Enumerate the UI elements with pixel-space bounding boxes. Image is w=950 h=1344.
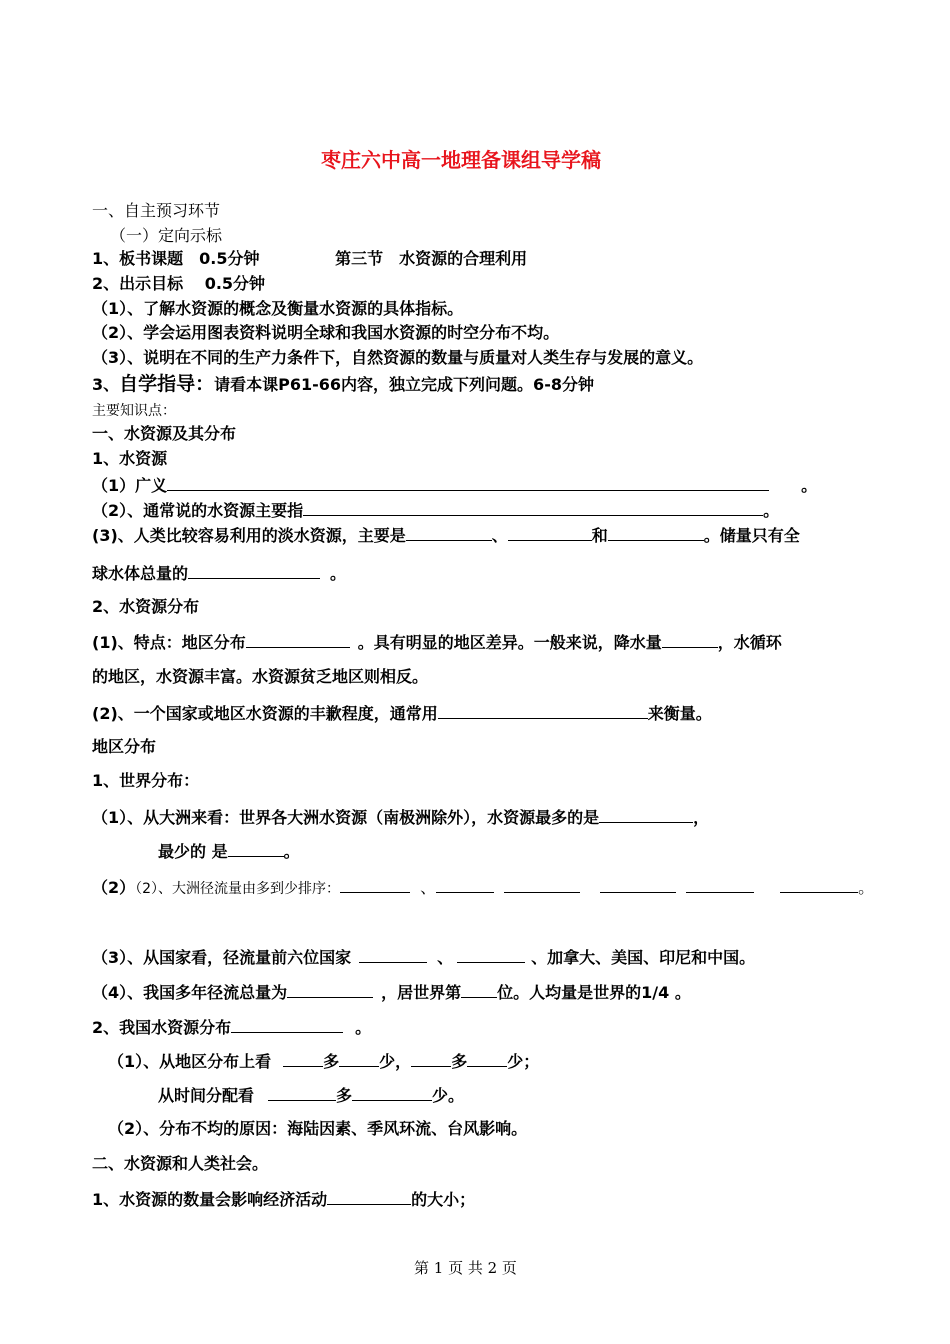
goal-2: （2）、学会运用图表资料说明全球和我国水资源的时空分布不均。 <box>92 323 560 342</box>
sep: 和 <box>591 526 608 545</box>
q-end: 。 <box>330 564 347 583</box>
word-less: 少 <box>432 1086 449 1105</box>
q-freshwater-cont <box>92 562 346 584</box>
word-more: 多 <box>323 1052 340 1071</box>
board-topic <box>92 249 527 269</box>
q-continents <box>92 806 709 828</box>
sep: 、 <box>491 526 508 545</box>
blank-line[interactable] <box>303 499 763 516</box>
blank-line[interactable] <box>686 876 754 893</box>
section-self-study: 一、自主预习环节 <box>92 201 221 220</box>
q-end: 。 <box>858 878 875 897</box>
board-topic-label: 1、板书课题 0.5分钟 <box>92 249 260 268</box>
guide-number: 3、 <box>92 375 120 394</box>
word-less: 少 <box>507 1052 524 1071</box>
q-broad-definition <box>92 474 817 496</box>
q-label: 1、水资源的数量会影响经济活动 <box>92 1190 328 1209</box>
q-china-runoff <box>92 981 691 1003</box>
q-freshwater <box>92 524 800 546</box>
q-tail: 来衡量。 <box>647 704 712 723</box>
q-continents-least <box>158 840 300 862</box>
blank-line[interactable] <box>268 1084 336 1101</box>
heading-water-resources: 一、水资源及其分布 <box>92 424 237 443</box>
blank-line[interactable] <box>438 702 648 719</box>
blank-line[interactable] <box>436 876 494 893</box>
blank-line[interactable] <box>608 524 704 541</box>
heading-water: 1、水资源 <box>92 449 168 468</box>
blank-line[interactable] <box>599 806 693 823</box>
blank-line[interactable] <box>228 840 284 857</box>
blank-line[interactable] <box>504 876 580 893</box>
q-label: 2、我国水资源分布 <box>92 1018 232 1037</box>
heading-world: 1、世界分布： <box>92 771 200 790</box>
q-label: （3）、从国家看，径流量前六位国家 <box>92 948 352 967</box>
blank-line[interactable] <box>188 562 320 579</box>
q-label: （2）、大洲径流量由多到少排序： <box>135 881 341 897</box>
show-goal: 2、出示目标 0.5分钟 <box>92 274 266 293</box>
blank-line[interactable] <box>359 946 427 963</box>
q-economy <box>92 1188 475 1210</box>
sep: 、 <box>437 948 454 967</box>
blank-line[interactable] <box>457 946 525 963</box>
blank-line[interactable] <box>406 524 492 541</box>
semicolon: ； <box>523 1052 540 1071</box>
blank-line[interactable] <box>352 1084 432 1101</box>
subsection-targets: （一）定向示标 <box>110 226 223 245</box>
q-runoff-order <box>92 876 874 899</box>
q-usual-meaning <box>92 499 779 521</box>
heading-society: 二、水资源和人类社会。 <box>92 1154 269 1173</box>
q-tail: 的大小； <box>411 1190 476 1209</box>
q-china-time <box>158 1084 464 1106</box>
page-footer: 第 1 页 共 2 页 <box>414 1259 517 1277</box>
blank-line[interactable] <box>662 631 718 648</box>
q-label-lead: （2） <box>92 878 136 897</box>
q-characteristics-cont: 的地区，水资源丰富。水资源贫乏地区则相反。 <box>92 667 429 686</box>
q-label: （1）、从地区分布上看 <box>108 1052 272 1071</box>
heading-distribution: 2、水资源分布 <box>92 597 200 616</box>
goal-1: （1）、了解水资源的概念及衡量水资源的具体指标。 <box>92 299 464 318</box>
q-label: (1)、特点：地区分布 <box>92 633 246 652</box>
guide-heading: 自学指导： <box>119 373 215 395</box>
word-more: 多 <box>336 1086 353 1105</box>
q-mid: 。具有明显的地区差异。一般来说，降水量 <box>357 633 662 652</box>
word-less: 少 <box>379 1052 396 1071</box>
blank-line[interactable] <box>283 1050 323 1067</box>
q-tail: 位。人均量是世界的1/4 。 <box>497 983 691 1002</box>
q-label: (2)、一个国家或地区水资源的丰歉程度，通常用 <box>92 704 438 723</box>
q-mid: ，居世界第 <box>381 983 462 1002</box>
q-tail: 。储量只有全 <box>703 526 800 545</box>
q-label: (3)、人类比较容易利用的淡水资源，主要是 <box>92 526 406 545</box>
period: 。 <box>448 1086 465 1105</box>
q-china-region <box>108 1050 539 1072</box>
q-uneven-cause: （2）、分布不均的原因：海陆因素、季风环流、台风影响。 <box>108 1119 528 1138</box>
comma: ， <box>395 1052 412 1071</box>
q-end: 。 <box>801 476 818 495</box>
blank-line[interactable] <box>340 876 410 893</box>
word-more: 多 <box>451 1052 468 1071</box>
blank-line[interactable] <box>467 1050 507 1067</box>
q-label: （1）广义 <box>92 476 168 495</box>
self-study-guide <box>92 374 594 395</box>
blank-line[interactable] <box>167 474 769 491</box>
q-label: 球水体总量的 <box>92 564 189 583</box>
q-end: 。 <box>355 1018 372 1037</box>
blank-line[interactable] <box>600 876 676 893</box>
q-label: （2）、通常说的水资源主要指 <box>92 501 304 520</box>
blank-line[interactable] <box>461 981 497 998</box>
q-countries <box>92 946 755 968</box>
q-end: 。 <box>763 501 780 520</box>
q-label: （4）、我国多年径流总量为 <box>92 983 288 1002</box>
blank-line[interactable] <box>780 876 858 893</box>
key-points-label: 主要知识点： <box>92 403 176 419</box>
blank-line[interactable] <box>246 631 350 648</box>
q-characteristics <box>92 631 782 653</box>
q-end: 。 <box>283 842 300 861</box>
q-label: （1）、从大洲来看：世界各大洲水资源（南极洲除外），水资源最多的是 <box>92 808 600 827</box>
sep: 、 <box>420 878 437 897</box>
heading-regional: 地区分布 <box>92 737 157 756</box>
blank-line[interactable] <box>339 1050 379 1067</box>
q-label: 从时间分配看 <box>158 1086 255 1105</box>
q-tail: 、加拿大、美国、印尼和中国。 <box>531 948 756 967</box>
lesson-title: 第三节 水资源的合理利用 <box>335 249 528 268</box>
blank-line[interactable] <box>327 1188 411 1205</box>
blank-line[interactable] <box>231 1016 343 1033</box>
page-title: 枣庄六中高一地理备课组导学稿 <box>321 148 601 172</box>
blank-line[interactable] <box>287 981 373 998</box>
q-measure <box>92 702 712 724</box>
heading-china <box>92 1016 371 1038</box>
blank-line[interactable] <box>508 524 592 541</box>
q-tail: ，水循环 <box>717 633 782 652</box>
goal-3: （3）、说明在不同的生产力条件下，自然资源的数量与质量对人类生存与发展的意义。 <box>92 348 704 367</box>
q-end: ， <box>693 808 710 827</box>
guide-instructions: 请看本课P61-66内容，独立完成下列问题。6-8分钟 <box>214 375 594 394</box>
q-label: 最少的 是 <box>158 842 228 861</box>
blank-line[interactable] <box>411 1050 451 1067</box>
